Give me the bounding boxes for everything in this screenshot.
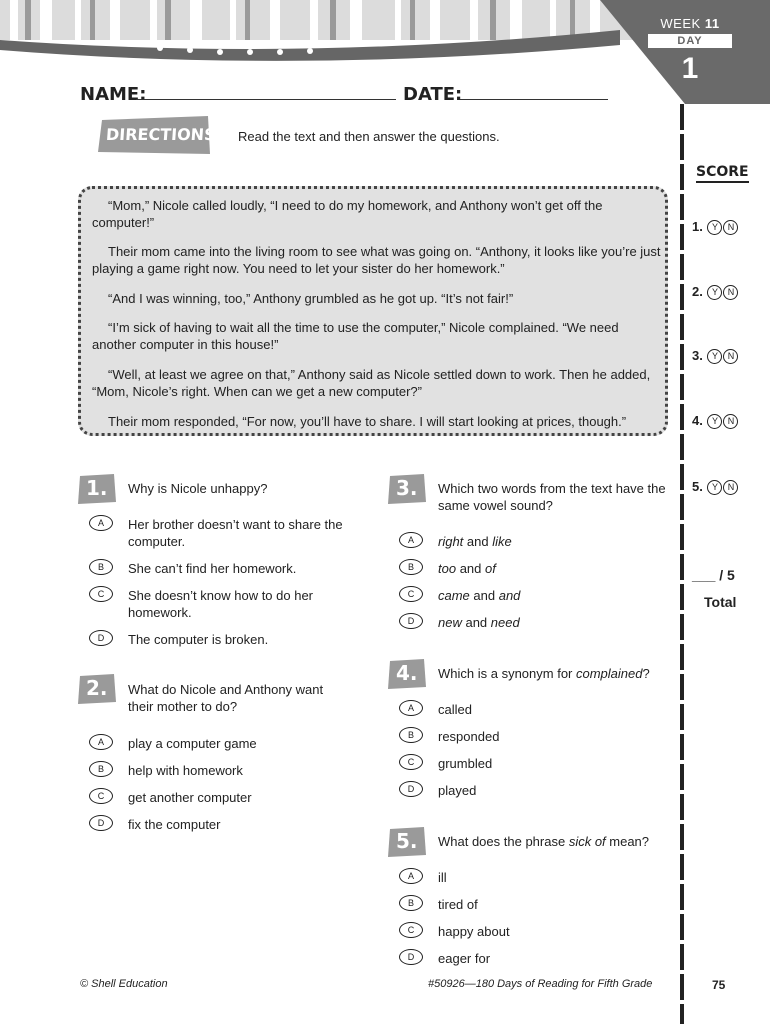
score-number: 3.	[692, 348, 703, 363]
yes-bubble[interactable]: Y	[707, 285, 722, 300]
no-bubble[interactable]: N	[723, 480, 738, 495]
answer-bubble[interactable]: C	[399, 586, 423, 602]
answer-option: get another computer	[128, 790, 252, 805]
no-bubble[interactable]: N	[723, 220, 738, 235]
answer-option: play a computer game	[128, 736, 257, 751]
week-text: WEEK	[660, 16, 701, 31]
question-text: Why is Nicole unhappy?	[128, 481, 268, 496]
answer-option: responded	[438, 729, 500, 744]
answer-bubble[interactable]: C	[89, 788, 113, 804]
answer-option: help with homework	[128, 763, 243, 778]
day-label: DAY	[648, 34, 732, 48]
answer-option: She doesn’t know how to do her homework.	[128, 588, 314, 620]
question-text-emphasis: sick of	[568, 834, 606, 849]
answer-bubble[interactable]: A	[399, 532, 423, 548]
option-connector: and	[456, 561, 485, 576]
question-text-part: What does the phrase	[438, 834, 569, 849]
answer-option	[438, 560, 496, 577]
answer-bubble[interactable]: D	[399, 613, 423, 629]
name-label: NAME:	[80, 84, 147, 105]
score-item	[692, 348, 738, 364]
option-word: too	[438, 561, 457, 576]
option-word: right	[438, 534, 464, 549]
option-word: need	[490, 615, 520, 630]
directions-label: DIRECTIONS	[105, 125, 217, 144]
option-word: and	[498, 588, 521, 603]
footer-copyright: © Shell Education	[80, 978, 168, 990]
answer-bubble[interactable]: D	[399, 949, 423, 965]
answer-option	[438, 533, 512, 550]
passage-paragraph: “Mom,” Nicole called loudly, “I need to do my homework, and Anthony won’t get off the computer!”	[92, 198, 603, 230]
question-number: 2.	[86, 676, 108, 700]
passage-paragraph: “And I was winning, too,” Anthony grumbled as he got up. “It’s not fair!”	[108, 291, 514, 306]
name-field[interactable]	[136, 99, 396, 100]
answer-bubble[interactable]: A	[89, 734, 113, 750]
score-item	[692, 479, 738, 495]
answer-option: played	[438, 783, 477, 798]
no-bubble[interactable]: N	[723, 414, 738, 429]
score-number: 2.	[692, 284, 703, 299]
answer-bubble[interactable]: A	[89, 515, 113, 531]
answer-bubble[interactable]: B	[89, 559, 113, 575]
page-number: 75	[712, 978, 726, 992]
question-number: 5.	[396, 829, 418, 853]
option-connector: and	[463, 534, 493, 549]
yes-bubble[interactable]: Y	[707, 220, 722, 235]
date-label: DATE:	[403, 84, 463, 105]
answer-bubble[interactable]: B	[399, 559, 423, 575]
score-title: SCORE	[696, 164, 749, 183]
answer-option: called	[438, 702, 472, 717]
score-number: 4.	[692, 413, 703, 428]
total-score-field[interactable]: ___ / 5	[692, 567, 735, 583]
answer-bubble[interactable]: B	[399, 895, 423, 911]
answer-bubble[interactable]: D	[399, 781, 423, 797]
answer-option	[438, 614, 520, 631]
answer-bubble[interactable]: C	[399, 754, 423, 770]
answer-bubble[interactable]: A	[399, 700, 423, 716]
score-item	[692, 413, 738, 429]
answer-option	[438, 587, 520, 604]
answer-bubble[interactable]: A	[399, 868, 423, 884]
score-number: 1.	[692, 219, 703, 234]
option-connector: and	[461, 615, 491, 630]
footer-book-title: #50926—180 Days of Reading for Fifth Grade	[428, 978, 653, 990]
yes-bubble[interactable]: Y	[707, 349, 722, 364]
question-text-emphasis: complained	[576, 666, 643, 681]
passage-paragraph: “I’m sick of having to wait all the time to use the computer,” Nicole complained. “We need another computer in this house!”	[92, 320, 619, 352]
answer-option: tired of	[438, 897, 478, 912]
no-bubble[interactable]: N	[723, 285, 738, 300]
question-number: 1.	[86, 476, 108, 500]
option-word: of	[485, 561, 496, 576]
answer-option: She can’t find her homework.	[128, 561, 297, 576]
question-text	[438, 665, 678, 682]
answer-option: fix the computer	[128, 817, 221, 832]
answer-option: ill	[438, 870, 447, 885]
answer-option: The computer is broken.	[128, 632, 269, 647]
yes-bubble[interactable]: Y	[707, 480, 722, 495]
question-text-part: ?	[642, 666, 650, 681]
question-text-part: Which is a synonym for	[438, 666, 576, 681]
week-number: 11	[704, 16, 720, 31]
week-label	[640, 16, 740, 31]
question-text-part: mean?	[605, 834, 650, 849]
answer-option: happy about	[438, 924, 510, 939]
question-text: What do Nicole and Anthony want their mother to do?	[128, 682, 324, 714]
total-label: Total	[704, 594, 737, 610]
answer-bubble[interactable]: B	[89, 761, 113, 777]
no-bubble[interactable]: N	[723, 349, 738, 364]
answer-option: grumbled	[438, 756, 493, 771]
question-number: 4.	[396, 661, 418, 685]
answer-option: Her brother doesn’t want to share the computer.	[128, 517, 343, 549]
answer-bubble[interactable]: D	[89, 815, 113, 831]
answer-option: eager for	[438, 951, 491, 966]
date-field[interactable]	[460, 99, 608, 100]
directions-text: Read the text and then answer the questions.	[238, 129, 500, 144]
score-divider	[680, 104, 684, 1024]
passage-paragraph: Their mom came into the living room to see what was going on. “Anthony, it looks like you’re just playing a game right now. You need to let your sister do her homework.”	[92, 244, 661, 276]
answer-bubble[interactable]: C	[89, 586, 113, 602]
score-item	[692, 219, 738, 235]
yes-bubble[interactable]: Y	[707, 414, 722, 429]
option-word: new	[438, 615, 462, 630]
option-connector: and	[469, 588, 499, 603]
question-text: Which two words from the text have the same vowel sound?	[438, 481, 666, 513]
question-number: 3.	[396, 476, 418, 500]
score-number: 5.	[692, 479, 703, 494]
passage-paragraph: “Well, at least we agree on that,” Anthony said as Nicole settled down to work. Then he added, “Mom, Nicole’s right. When can we get a new computer?”	[92, 367, 651, 399]
option-word: came	[438, 588, 470, 603]
option-word: like	[492, 534, 512, 549]
passage-paragraph: Their mom responded, “For now, you’ll have to share. I will start looking at prices, though.”	[108, 414, 627, 429]
answer-bubble[interactable]: B	[399, 727, 423, 743]
answer-bubble[interactable]: D	[89, 630, 113, 646]
day-number: 1	[681, 52, 699, 85]
question-text	[438, 833, 678, 850]
answer-bubble[interactable]: C	[399, 922, 423, 938]
score-item	[692, 284, 738, 300]
